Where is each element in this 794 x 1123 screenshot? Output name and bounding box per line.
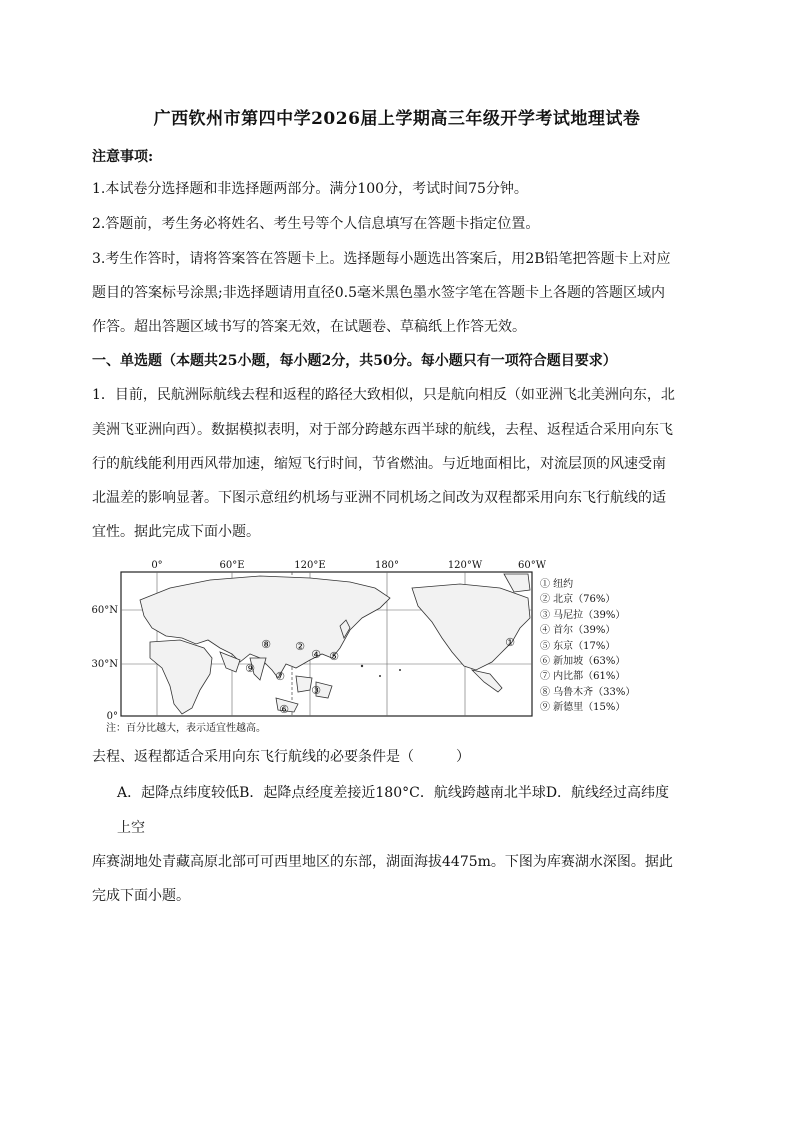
question-1-stem: 去程、返程都适合采用向东飞行航线的必要条件是（ ） xyxy=(92,749,470,765)
legend-item: ⑤ 东京（17%） xyxy=(540,640,616,652)
legend-item: ⑧ 乌鲁木齐（33%） xyxy=(540,686,636,698)
marker-newdelhi: ⑨ xyxy=(245,662,255,675)
marker-tokyo: ⑤ xyxy=(329,650,339,663)
lat-label: 30°N xyxy=(91,659,118,670)
notice-heading: 注意事项: xyxy=(92,149,154,165)
question-1-line-2: 美洲飞亚洲向西）。数据模拟表明，对于部分跨越东西半球的航线，去程、返程适合采用向东飞 xyxy=(92,422,673,438)
marker-newyork: ① xyxy=(505,636,515,649)
passage-2-line-2: 完成下面小题。 xyxy=(92,888,190,904)
legend-item: ⑥ 新加坡（63%） xyxy=(540,656,626,668)
legend-item: ② 北京（76%） xyxy=(540,594,616,606)
lon-label: 120°W xyxy=(447,560,483,571)
question-1-options: A．起降点纬度较低B．起降点经度差接近180°C．航线跨越南北半球D．航线经过高纬度 xyxy=(117,785,670,801)
passage-2-line-1: 库赛湖地处青藏高原北部可可西里地区的东部，湖面海拔4475m。下图为库赛湖水深图。据此 xyxy=(92,854,673,870)
lon-label: 60°W xyxy=(517,560,547,571)
map-legend xyxy=(540,577,635,716)
lon-label: 60°E xyxy=(219,560,245,571)
question-1-options-wrap: 上空 xyxy=(117,820,145,836)
notice-item-2: 2.答题前，考生务必将姓名、考生号等个人信息填写在答题卡指定位置。 xyxy=(92,216,540,232)
question-1-line-1: 1．目前，民航洲际航线去程和返程的路径大致相似，只是航向相反（如亚洲飞北美洲向东，北 xyxy=(92,387,675,403)
marker-naypyidaw: ⑦ xyxy=(275,670,285,683)
notice-item-3-line-3: 作答。超出答题区域书写的答案无效，在试题卷、草稿纸上作答无效。 xyxy=(92,319,526,335)
legend-item: ⑦ 内比都（61%） xyxy=(540,671,626,683)
map-note: 注：百分比越大，表示适宜性越高。 xyxy=(106,723,266,734)
question-1-line-4: 北温差的影响显著。下图示意纽约机场与亚洲不同机场之间改为双程都采用向东飞行航线的适 xyxy=(92,490,666,506)
section-heading: 一、单选题（本题共25小题，每小题2分，共50分。每小题只有一项符合题目要求） xyxy=(92,353,617,369)
notice-item-3-line-2: 题目的答案标号涂黑;非选择题请用直径0.5毫米黑色墨水签字笔在答题卡上各题的答题区域内 xyxy=(92,285,665,301)
lon-label: 120°E xyxy=(294,560,326,571)
marker-beijing: ② xyxy=(295,640,305,653)
lon-label: 0° xyxy=(151,560,163,571)
lat-label: 0° xyxy=(106,711,118,722)
marker-singapore: ⑥ xyxy=(279,703,289,716)
legend-item: ⑨ 新德里（15%） xyxy=(540,702,626,714)
exam-title: 广西钦州市第四中学2026届上学期高三年级开学考试地理试卷 xyxy=(153,109,641,129)
notice-item-1: 1.本试卷分选择题和非选择题两部分。满分100分，考试时间75分钟。 xyxy=(92,181,528,197)
legend-item: ④ 首尔（39%） xyxy=(540,625,616,637)
lat-label: 60°N xyxy=(91,605,118,616)
question-1-line-5: 宜性。据此完成下面小题。 xyxy=(92,524,260,540)
legend-item: ① 纽约 xyxy=(540,579,574,590)
notice-item-3-line-1: 3.考生作答时，请将答案答在答题卡上。选择题每小题选出答案后，用2B铅笔把答题卡上对应 xyxy=(92,251,671,267)
marker-urumqi: ⑧ xyxy=(261,638,271,651)
marker-manila: ③ xyxy=(311,684,321,697)
legend-item: ③ 马尼拉（39%） xyxy=(540,609,626,621)
marker-seoul: ④ xyxy=(311,648,321,661)
lon-label: 180° xyxy=(374,560,400,571)
question-1-line-3: 行的航线能利用西风带加速，缩短飞行时间，节省燃油。与近地面相比，对流层顶的风速受南 xyxy=(92,456,666,472)
